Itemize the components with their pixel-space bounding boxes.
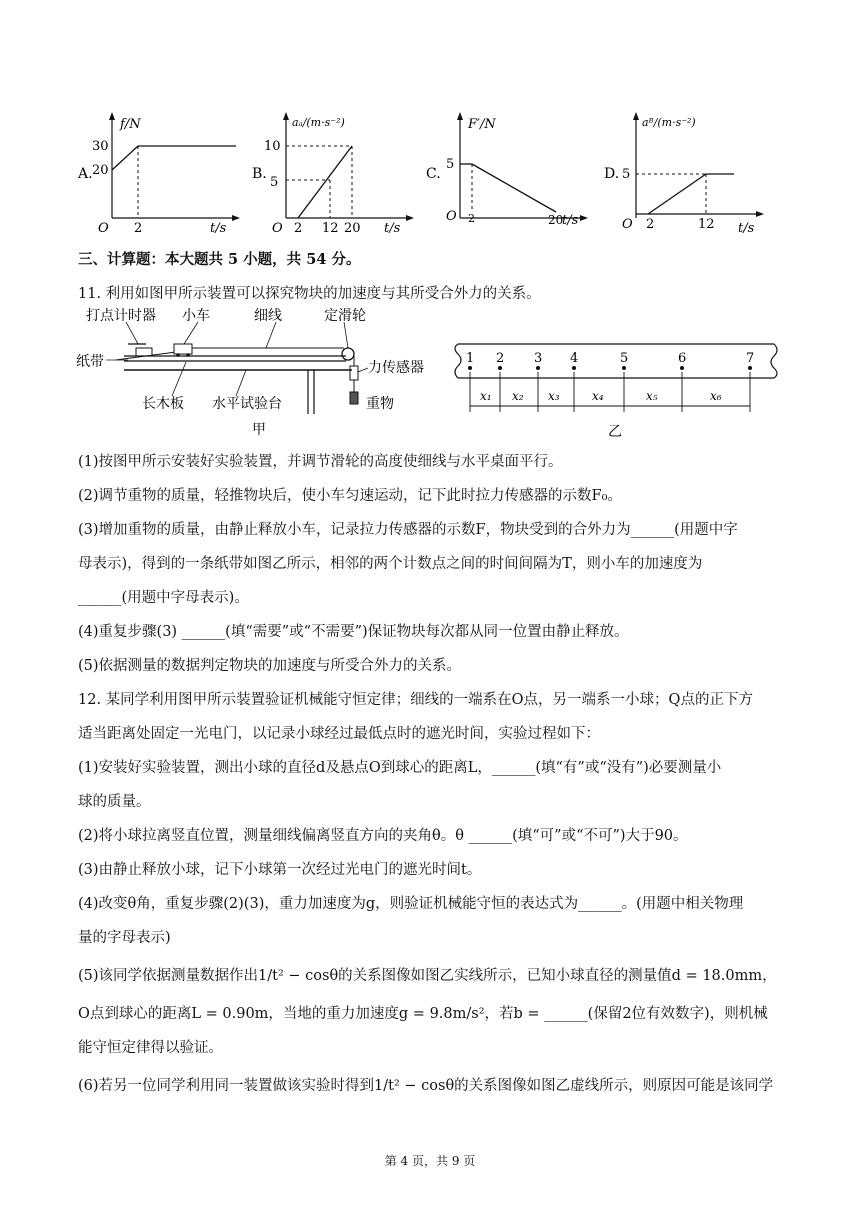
option-b-xlabel: t/s [384, 221, 401, 233]
option-c-origin: O [446, 209, 457, 224]
pointer-pulley [344, 322, 348, 348]
tape-num-1: 1 [466, 351, 475, 366]
seg-x1: x₁ [480, 389, 492, 403]
option-d-xtick-12: 12 [698, 217, 715, 232]
pointer-cart [184, 322, 198, 344]
q11-step1: (1)按图甲所示安装好实验装置，并调节滑轮的高度使细线与水平桌面平行。 [78, 454, 563, 470]
option-c-graph [424, 108, 594, 233]
option-c-ylabel: F′/N [468, 117, 496, 132]
figure-jia [76, 304, 446, 439]
tape-dot-2 [498, 366, 502, 370]
seg-x2: x₂ [512, 389, 524, 403]
label-timer: 打点计时器 [86, 308, 156, 324]
option-a-origin: O [98, 221, 109, 233]
option-c-ytick-5: 5 [446, 157, 455, 172]
tape-dot-5 [622, 366, 626, 370]
option-b-rising-line [298, 146, 352, 218]
option-c-falling-segment [472, 164, 556, 212]
label-cart: 小车 [182, 308, 210, 324]
option-c-x-arrow [580, 215, 588, 221]
option-d-origin: O [622, 217, 633, 232]
option-b-svg [250, 108, 420, 233]
q12-line11: 能守恒定律得以验证。 [78, 1040, 223, 1056]
label-pulley: 定滑轮 [324, 308, 366, 324]
option-d-xlabel: t/s [738, 221, 755, 233]
option-a-xlabel: t/s [210, 221, 227, 233]
tape-dot-4 [572, 366, 576, 370]
option-a-xtick-2: 2 [134, 221, 143, 233]
figure-yi-svg [454, 340, 786, 440]
option-c-xtick-2: 2 [468, 212, 475, 225]
q12-line7: (4)改变θ角，重复步骤(2)(3)，重力加速度为g，则验证机械能守恒的表达式为______。(用题中相关物理 [78, 896, 744, 912]
option-c-letter: C. [426, 166, 441, 182]
q11-step4: (4)重复步骤(3) ______(填“需要”或“不需要”)保证物块每次都从同一位置由静止释放。 [78, 624, 629, 640]
q12-line6: (3)由静止释放小球，记下小球第一次经过光电门的遮光时间t。 [78, 862, 482, 878]
pointer-table [236, 370, 246, 396]
option-a-ylabel: f/N [120, 117, 141, 132]
option-d-rising-segment [648, 174, 706, 214]
option-a-ytick-30: 30 [92, 139, 109, 154]
q11-step3-line1: (3)增加重物的质量，由静止释放小车，记录拉力传感器的示数F，物块受到的合外力为______(用题中字 [78, 522, 738, 538]
pointer-sensor [358, 368, 368, 372]
q11-intro: 11. 利用如图甲所示装置可以探究物块的加速度与其所受合外力的关系。 [78, 286, 541, 302]
tape-dot-6 [680, 366, 684, 370]
option-d-ylabel: aᴮ/(m·s⁻²) [642, 116, 696, 129]
option-d-svg [600, 108, 770, 233]
q12-line10: O点到球心的距离L = 0.90m，当地的重力加速度g = 9.8m/s²，若b = ______(保留2位有效数字)，则机械 [78, 1006, 768, 1022]
label-tape: 纸带 [76, 354, 104, 370]
option-b-ytick-5: 5 [270, 175, 279, 190]
option-a-rising-segment [112, 146, 138, 170]
option-d-xtick-2: 2 [646, 217, 655, 232]
q11-step2: (2)调节重物的质量，轻推物块后，使小车匀速运动，记下此时拉力传感器的示数F₀。 [78, 488, 622, 504]
weight-block [350, 392, 358, 404]
pointer-board [172, 362, 186, 396]
tape-dot-1 [468, 366, 472, 370]
tape-num-4: 4 [570, 351, 579, 366]
option-c-xlabel: t/s [562, 213, 579, 228]
option-d-graph [600, 108, 770, 233]
q12-line2: 适当距离处固定一光电门，以记录小球经过最低点时的遮光时间，实验过程如下： [78, 726, 600, 742]
tape-dot-3 [536, 366, 540, 370]
label-weight: 重物 [366, 396, 394, 412]
tape-num-2: 2 [496, 351, 505, 366]
option-a-ytick-20: 20 [92, 163, 109, 178]
option-b-xtick-20: 20 [344, 221, 361, 233]
seg-x3: x₃ [548, 389, 560, 403]
option-d-letter: D. [604, 166, 620, 182]
option-c-xtick-20: 20 [548, 213, 564, 227]
tape-points [468, 366, 752, 370]
option-c-svg [424, 108, 594, 233]
option-b-x-arrow [406, 215, 414, 221]
option-b-y-arrow [283, 112, 289, 120]
option-b-xtick-2: 2 [294, 221, 303, 233]
cart-body [174, 344, 192, 354]
cart-wheel-2 [186, 353, 190, 357]
option-a-x-arrow [232, 215, 240, 221]
tape-num-6: 6 [678, 351, 687, 366]
option-d-ytick-5: 5 [622, 167, 631, 182]
figure-yi [454, 340, 786, 440]
seg-x6: x₆ [710, 389, 722, 403]
timer-body [136, 348, 152, 356]
label-sensor: 力传感器 [368, 360, 424, 376]
q11-step5: (5)依据测量的数据判定物块的加速度与所受合外力的关系。 [78, 658, 462, 674]
page-footer: 第 4 页，共 9 页 [384, 1154, 476, 1168]
label-caption-jia: 甲 [252, 422, 266, 438]
q12-line8: 量的字母表示) [78, 930, 171, 946]
option-d-x-arrow [756, 211, 764, 217]
q12-line1: 12. 某同学利用图甲所示装置验证机械能守恒定律；细线的一端系在O点，另一端系一小球；Q点的正下方 [78, 692, 753, 708]
label-string: 细线 [254, 308, 282, 324]
label-caption-yi: 乙 [608, 424, 622, 440]
option-a-graph [76, 108, 246, 233]
option-a-svg [76, 108, 246, 233]
pulley-wheel [342, 348, 354, 360]
pointer-timer [126, 322, 138, 344]
q12-line5: (2)将小球拉离竖直位置，测量细线偏离竖直方向的夹角θ。θ ______(填“可”或“不可”)大于90。 [78, 828, 688, 844]
tape-num-7: 7 [746, 351, 755, 366]
label-board: 长木板 [142, 396, 184, 412]
option-b-origin: O [272, 221, 283, 233]
tape-num-5: 5 [620, 351, 629, 366]
option-b-xtick-12: 12 [322, 221, 339, 233]
tape-dot-7 [748, 366, 752, 370]
seg-x5: x₅ [646, 389, 658, 403]
q12-line3: (1)安装好实验装置，测出小球的直径d及悬点O到球心的距离L，______(填“有”或“没有”)必要测量小 [78, 760, 722, 776]
label-table: 水平试验台 [212, 396, 282, 412]
option-b-ytick-10: 10 [264, 139, 281, 154]
option-c-y-arrow [457, 112, 463, 120]
section-title: 三、计算题：本大题共 5 小题，共 54 分。 [78, 251, 361, 268]
option-b-letter: B. [252, 166, 267, 182]
option-a-letter: A. [78, 166, 93, 182]
q12-line4: 球的质量。 [78, 794, 151, 810]
option-b-ylabel: aₐ/(m·s⁻²) [292, 116, 345, 129]
q11-step3-line2: 母表示)，得到的一条纸带如图乙所示，相邻的两个计数点之间的时间间隔为T，则小车的加速度为 [78, 556, 703, 572]
q11-step3-line3: ______(用题中字母表示)。 [78, 590, 249, 606]
option-d-y-arrow [633, 112, 639, 120]
q12-line9: (5)该同学依据测量数据作出1/t² − cosθ的关系图像如图乙实线所示，已知小球直径的测量值d = 18.0mm， [78, 968, 777, 984]
tape-num-3: 3 [534, 351, 543, 366]
pointer-string [266, 322, 276, 348]
q12-line12: (6)若另一位同学利用同一装置做该实验时得到1/t² − cosθ的关系图像如图乙虚线所示，则原因可能是该同学 [78, 1078, 774, 1094]
cart-wheel-1 [176, 353, 180, 357]
figure-jia-svg [76, 304, 446, 439]
sensor-box [350, 366, 358, 380]
option-a-y-arrow [109, 112, 115, 120]
option-b-graph [250, 108, 420, 233]
seg-x4: x₄ [592, 389, 604, 403]
